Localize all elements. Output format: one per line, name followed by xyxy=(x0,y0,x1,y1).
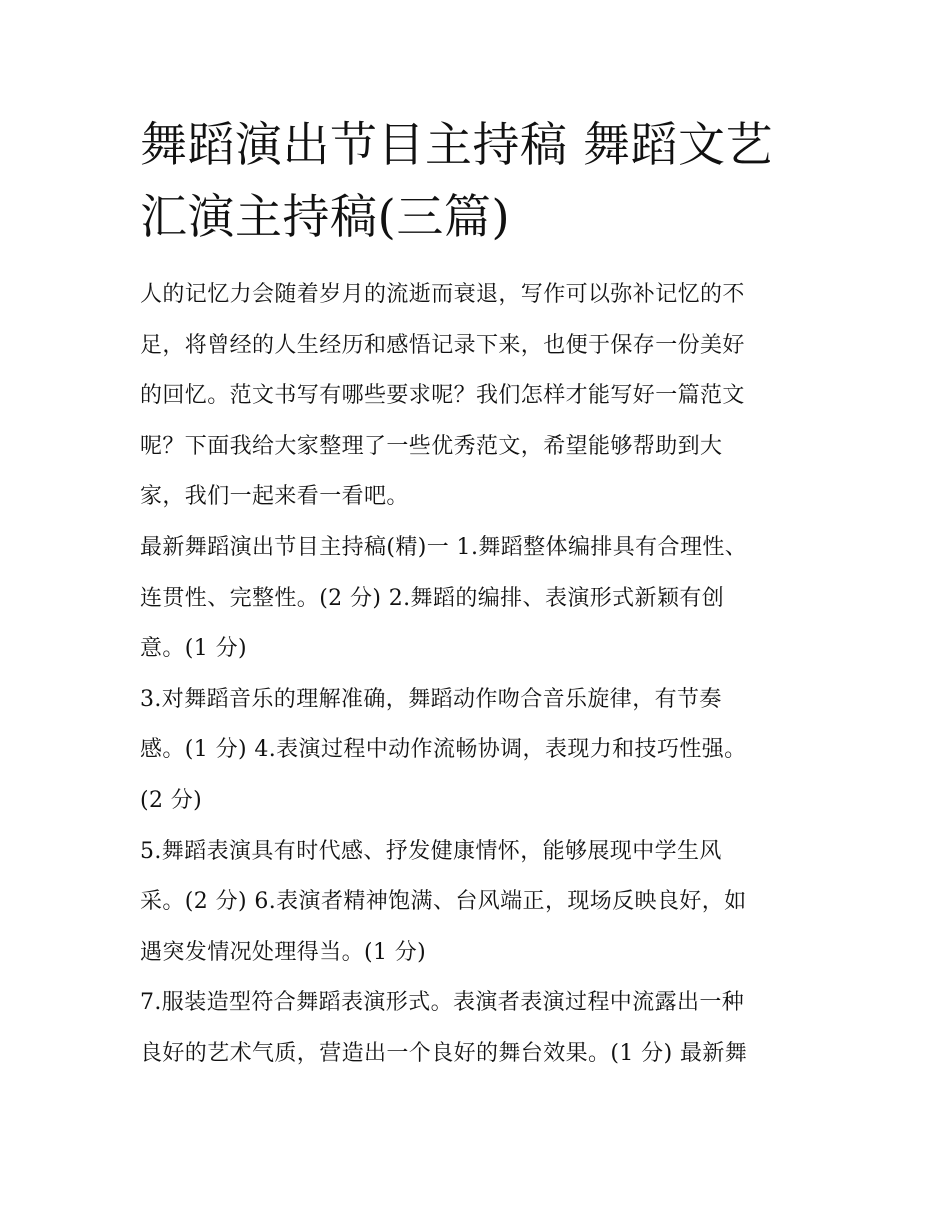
document-page xyxy=(140,110,820,1080)
criteria-paragraph-4: 7.服装造型符合舞蹈表演形式。表演者表演过程中流露出一种 良好的艺术气质，营造出一个良好的舞台效果。(1 分) 最新舞 xyxy=(140,990,748,1066)
criteria-paragraph-3: 5.舞蹈表演具有时代感、抒发健康情怀，能够展现中学生风 采。(2 分) 6.表演者精神饱满、台风端正，现场反映良好，如 遇突发情况处理得当。(1 分) xyxy=(140,838,747,965)
document-title: 舞蹈演出节目主持稿 舞蹈文艺 汇演主持稿(三篇) xyxy=(140,118,773,245)
criteria-paragraph-1: 最新舞蹈演出节目主持稿(精)一 1.舞蹈整体编排具有合理性、 连贯性、完整性。(2 分) 2.舞蹈的编排、表演形式新颖有创 意。(1 分) xyxy=(140,534,748,662)
intro-paragraph: 人的记忆力会随着岁月的流逝而衰退，写作可以弥补记忆的不 足，将曾经的人生经历和感悟记录下来，也便于保存一份美好 的回忆。范文书写有哪些要求呢？我们怎样才能写好一篇范文 呢？下面我给大家整理了一些优秀范文，希望能够帮助到大 家，我们一起来看一看吧。 xyxy=(140,282,745,510)
criteria-paragraph-2: 3.对舞蹈音乐的理解准确，舞蹈动作吻合音乐旋律，有节奏 感。(1 分) 4.表演过程中动作流畅协调，表现力和技巧性强。 (2 分) xyxy=(140,686,747,813)
